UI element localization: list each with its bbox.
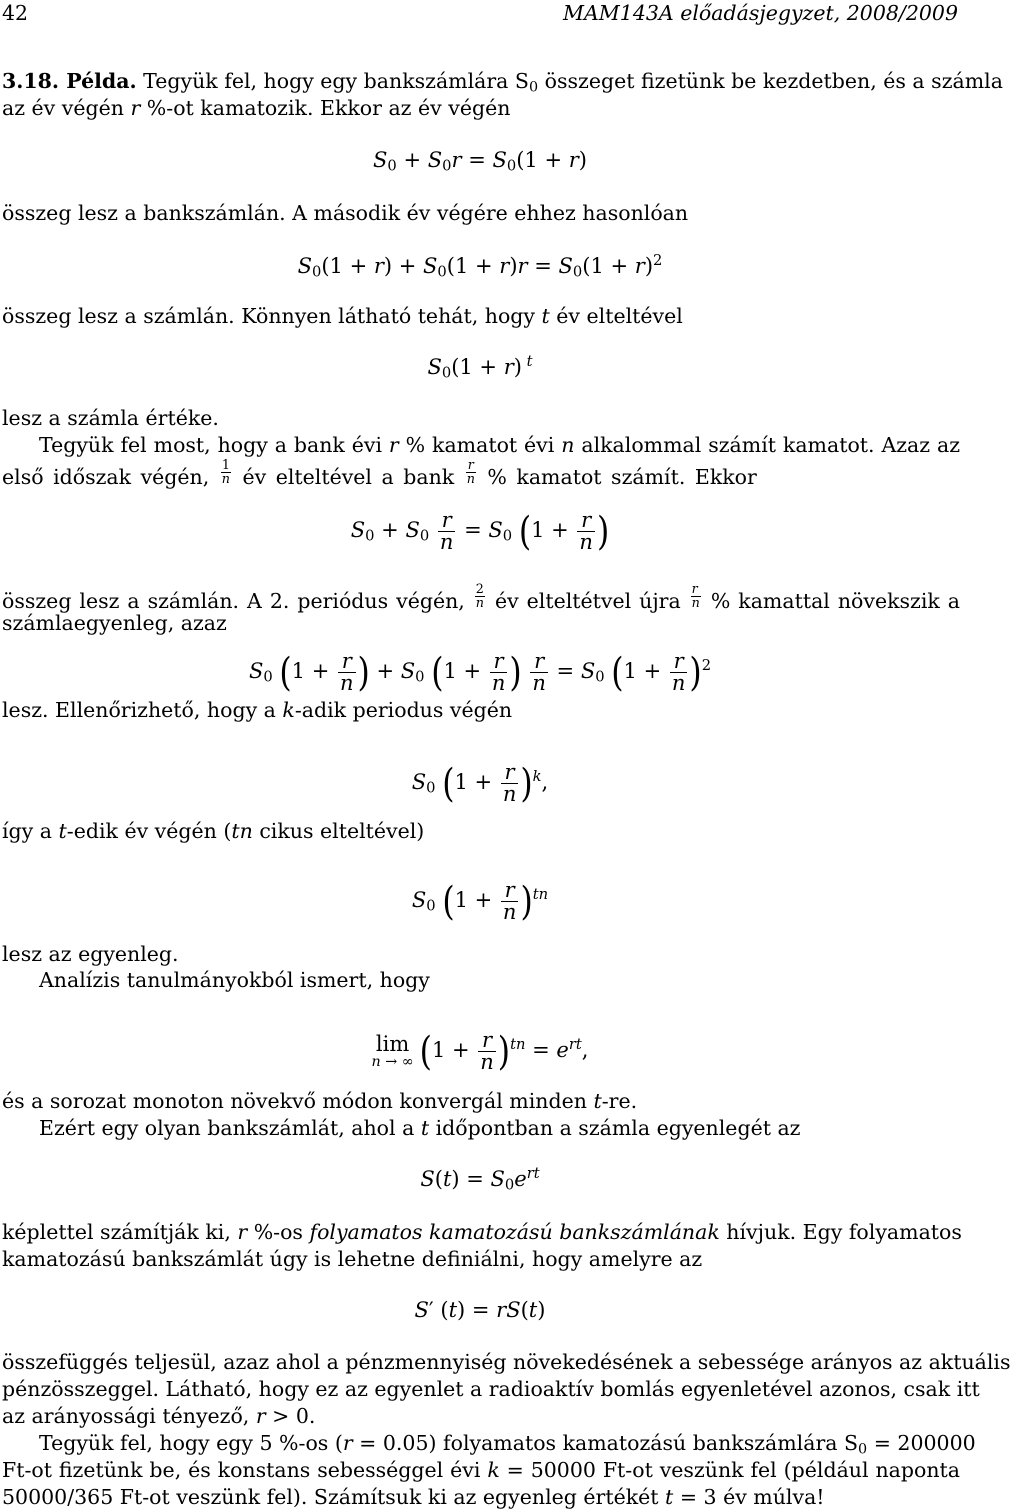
text-line: lesz az egyenleg. (2, 942, 179, 966)
text-line: az arányossági tényező, r > 0. (2, 1404, 316, 1428)
page-number: 42 (2, 1, 29, 25)
running-title: MAM143A előadásjegyzet, 2008/2009 (563, 1, 958, 25)
text-line: így a t-edik év végén (tn cikus elteltével) (2, 819, 425, 843)
text-line: az év végén r %-ot kamatozik. Ekkor az év végén (2, 96, 511, 120)
text-line: összeg lesz a számlán. Könnyen látható tehát, hogy t év elteltével (2, 304, 683, 328)
example-label: 3.18. Példa. (2, 69, 137, 93)
equation: S′ (t) = rS(t) (414, 1298, 546, 1322)
equation: $S_0$ (1 + $\frac{r}{n}$ )$^{tn}$ (411, 878, 549, 924)
text-line: pénzösszeggel. Látható, hogy ez az egyenlet a radioaktív bomlás egyenletével azonos, csak itt (2, 1377, 980, 1401)
text-line: összefüggés teljesül, azaz ahol a pénzmennyiség növekedésének a sebessége arányos az aktuális (2, 1350, 1011, 1374)
text-line: képlettel számítják ki, r %-os folyamatos kamatozású bankszámlának hívjuk. Egy folyamatos (2, 1220, 962, 1244)
equation: $S_0 + S_0r = S_0(1 + r)$ (373, 148, 587, 175)
text-line: lesz a számla értéke. (2, 406, 219, 430)
equation: $S_0(1 + r) + S_0(1 + r)r = S_0(1 + r)^2$ (297, 251, 663, 281)
equation: $S_0(1 + r)$ $^t$ (427, 352, 533, 382)
equation: lim n → ∞ (1 + $\frac{r}{n}$ )$^{tn} = e^{rt}$, (371, 1028, 589, 1074)
equation: $S_0$ (1 + $\frac{r}{n}$ )$^k$, (411, 760, 549, 806)
equation: $S(t) = S_0e^{rt}$ (420, 1164, 540, 1194)
text-line: Ezért egy olyan bankszámlát, ahol a t időpontban a számla egyenlegét az (39, 1116, 801, 1140)
text-line: első időszak végén, $\frac{1}{n}$ év elteltével a bank $\frac{r}{n}$ % kamatot számít. Ekkor (2, 457, 757, 489)
text-line: számlaegyenleg, azaz (2, 611, 227, 635)
text-line: lesz. Ellenőrizhető, hogy a k-adik periodus végén (2, 698, 513, 722)
text-line: Ft-ot fizetünk be, és konstans sebességgel évi k = 50000 Ft-ot veszünk fel (például naponta (2, 1458, 960, 1482)
text-line: összeg lesz a számlán. A 2. periódus végén, $\frac{2}{n}$ év elteltétvel újra $\frac{r}{n}$ % kamattal növekszik a (2, 581, 960, 613)
equation: $S_0 + S_0$ $\frac{r}{n}$ = $S_0$ (1 + $\frac{r}{n}$ ) (350, 508, 610, 554)
text-line: 3.18. Példa. Tegyük fel, hogy egy bankszámlára $S_0$ összeget fizetünk be kezdetben, és a számla (2, 69, 1003, 96)
text-line: 50000/365 Ft-ot veszünk fel). Számítsuk ki az egyenleg értékét t = 3 év múlva! (2, 1485, 825, 1509)
text-line: és a sorozat monoton növekvő módon konvergál minden t-re. (2, 1089, 638, 1113)
text-line: kamatozású bankszámlát úgy is lehetne definiálni, hogy amelyre az (2, 1247, 703, 1271)
text-line: összeg lesz a bankszámlán. A második év végére ehhez hasonlóan (2, 201, 689, 225)
text-line: Tegyük fel most, hogy a bank évi r % kamatot évi n alkalommal számít kamatot. Azaz az (39, 433, 961, 457)
text-line: Analízis tanulmányokból ismert, hogy (39, 968, 430, 992)
equation: $S_0$ (1 + $\frac{r}{n}$ ) + $S_0$ (1 + $\frac{r}{n}$ ) $\frac{r}{n}$ = $S_0$ (1 + $\frac{r}{n}$ )$^2$ (248, 649, 712, 695)
text-line: Tegyük fel, hogy egy 5 %-os (r = 0.05) folyamatos kamatozású bankszámlára $S_0 = 200000$ (39, 1431, 976, 1458)
